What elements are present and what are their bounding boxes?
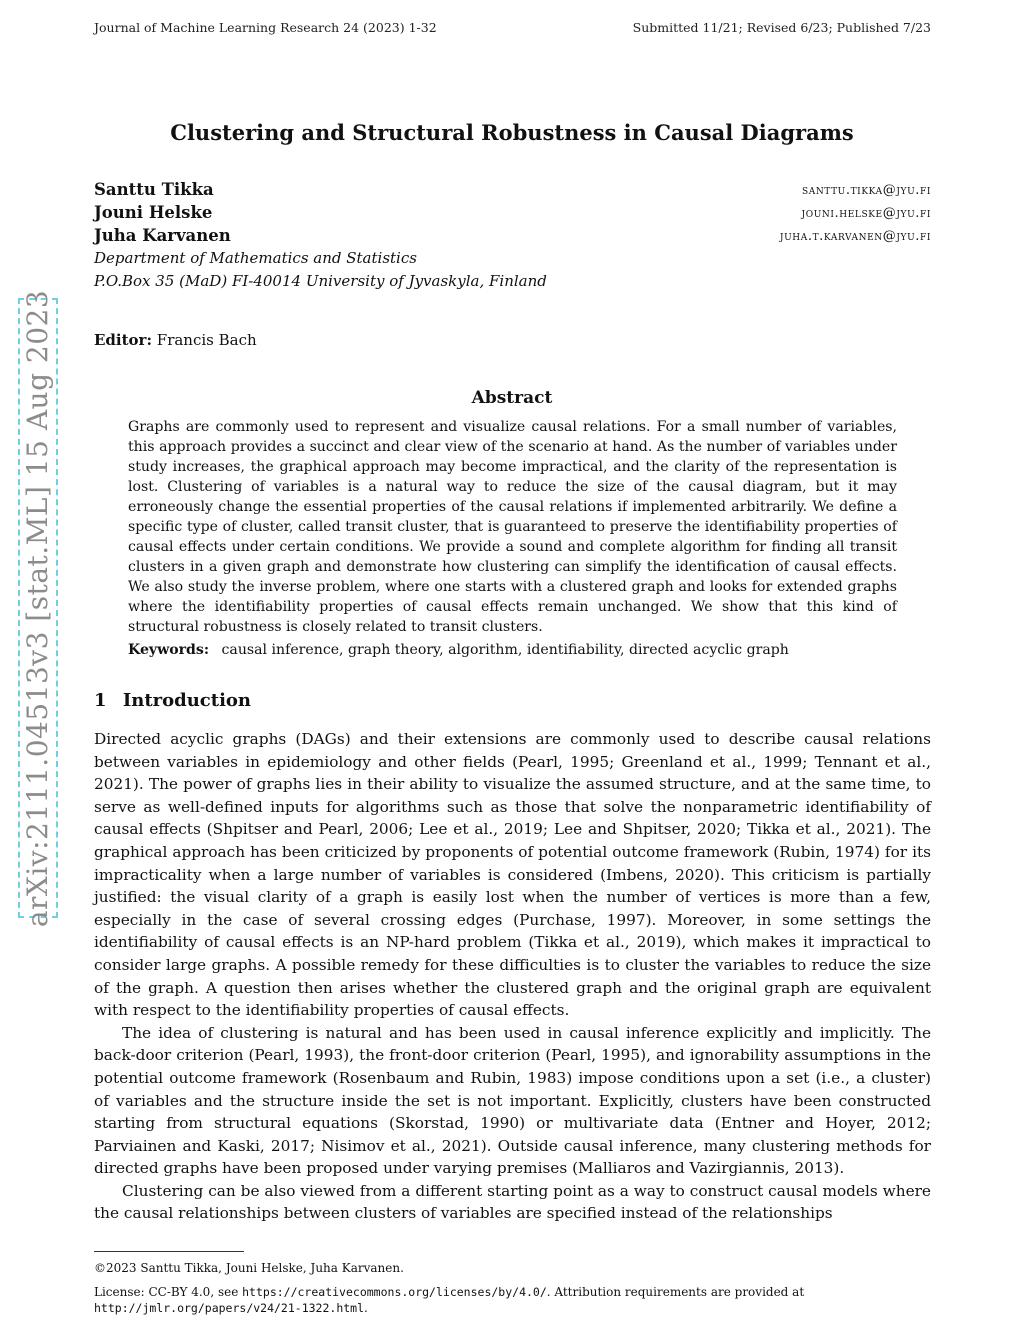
affiliation-address: P.O.Box 35 (MaD) FI-40014 University of Jyvaskyla, Finland <box>94 272 547 290</box>
keywords-line <box>128 640 897 660</box>
author-name: Jouni Helske <box>94 203 213 222</box>
copyright-notice: ©2023 Santtu Tikka, Jouni Helske, Juha Karvanen. <box>94 1261 404 1275</box>
attribution-suffix: . <box>364 1301 368 1315</box>
paper-title: Clustering and Structural Robustness in Causal Diagrams <box>170 120 854 145</box>
running-header-dates: Submitted 11/21; Revised 6/23; Published 7/23 <box>632 20 931 35</box>
attribution-link[interactable]: http://jmlr.org/papers/v24/21-1322.html <box>94 1301 365 1315</box>
attribution-line <box>94 1301 368 1315</box>
section-number: 1 <box>94 690 107 711</box>
author-email: juha.t.karvanen@jyu.fi <box>779 229 931 244</box>
paragraph: The idea of clustering is natural and has been used in causal inference explicitly and implicitly. The back-door criterion (Pearl, 1993), the front-door criterion (Pearl, 1995), and ignorability assumptions in the potential outcome framework (Rosenbaum and Rubin, 1983) impose conditions upon a set (i.e., a cluster) of variables and the structure inside the set is not important. Explicitly, clusters have been constructed starting from structural equations (Skorstad, 1990) or multivariate data (Entner and Hoyer, 2012; Parviainen and Kaski, 2017; Nisimov et al., 2021). Outside causal inference, many clustering methods for directed graphs have been proposed under varying premises (Malliaros and Vazirgiannis, 2013). <box>94 1023 931 1178</box>
author-email: santtu.tikka@jyu.fi <box>801 183 931 198</box>
paragraph: Directed acyclic graphs (DAGs) and their extensions are commonly used to describe causal relations between variables in epidemiology and other fields (Pearl, 1995; Greenland et al., 1999; Tennant et al., 2021). The power of graphs lies in their ability to visualize the assumed structure, and at the same time, to serve as well-defined inputs for algorithms such as those that solve the nonparametric identifiability of causal effects (Shpitser and Pearl, 2006; Lee et al., 2019; Lee and Shpitser, 2020; Tikka et al., 2021). The graphical approach has been criticized by proponents of potential outcome framework (Rubin, 1974) for its impracticality when a large number of variables is considered (Imbens, 2020). This criticism is partially justified: the visual clarity of a graph is easily lost when the number of vertices is more than a few, especially in the case of several crossing edges (Purchase, 1997). Moreover, in some settings the identifiability of causal effects is an NP-hard problem (Tikka et al., 2019), which makes it impractical to consider large graphs. A possible remedy for these difficulties is to cluster the variables to reduce the size of the graph. A question then arises whether the clustered graph and the original graph are equivalent with respect to the identifiability properties of causal effects. <box>94 730 931 1020</box>
editor-name: Francis Bach <box>156 331 257 349</box>
editor-label: Editor: <box>94 331 152 349</box>
license-suffix: . Attribution requirements are provided at <box>546 1285 805 1299</box>
license-line <box>94 1285 804 1299</box>
abstract-heading: Abstract <box>471 388 553 408</box>
editor-line <box>94 331 257 349</box>
author-email: jouni.helske@jyu.fi <box>801 206 931 221</box>
arxiv-identifier[interactable]: arXiv:2111.04513v3 [stat.ML] 15 Aug 2023 <box>21 289 55 927</box>
arxiv-stamp <box>18 289 58 927</box>
body-text <box>94 728 931 1225</box>
author-name: Juha Karvanen <box>94 226 231 245</box>
section-title: Introduction <box>122 690 252 711</box>
license-link[interactable]: https://creativecommons.org/licenses/by/4.0/ <box>242 1285 547 1299</box>
paragraph: Clustering can be also viewed from a different starting point as a way to construct causal models where the causal relationships between clusters of variables are specified instead of the relationships <box>94 1181 931 1223</box>
license-prefix: License: CC-BY 4.0, see <box>94 1285 243 1299</box>
keywords-text: causal inference, graph theory, algorithm, identifiability, directed acyclic graph <box>221 642 789 658</box>
affiliation-department: Department of Mathematics and Statistics <box>94 249 417 267</box>
keywords-label: Keywords: <box>128 642 210 658</box>
footnote-rule <box>94 1251 244 1252</box>
running-header-journal: Journal of Machine Learning Research 24 (2023) 1-32 <box>94 20 437 35</box>
section-heading <box>94 690 251 711</box>
abstract-text: Graphs are commonly used to represent and visualize causal relations. For a small number of variables, this approach provides a succinct and clear view of the scenario at hand. As the number of variables under study increases, the graphical approach may become impractical, and the clarity of the representation is lost. Clustering of variables is a natural way to reduce the size of the causal diagram, but it may erroneously change the essential properties of the causal relations if implemented arbitrarily. We define a specific type of cluster, called transit cluster, that is guaranteed to preserve the identifiability properties of causal effects under certain conditions. We provide a sound and complete algorithm for finding all transit clusters in a given graph and demonstrate how clustering can simplify the identification of causal effects. We also study the inverse problem, where one starts with a clustered graph and looks for extended graphs where the identifiability properties of causal effects remain unchanged. We show that this kind of structural robustness is closely related to transit clusters. <box>128 419 897 635</box>
author-name: Santtu Tikka <box>94 180 214 199</box>
